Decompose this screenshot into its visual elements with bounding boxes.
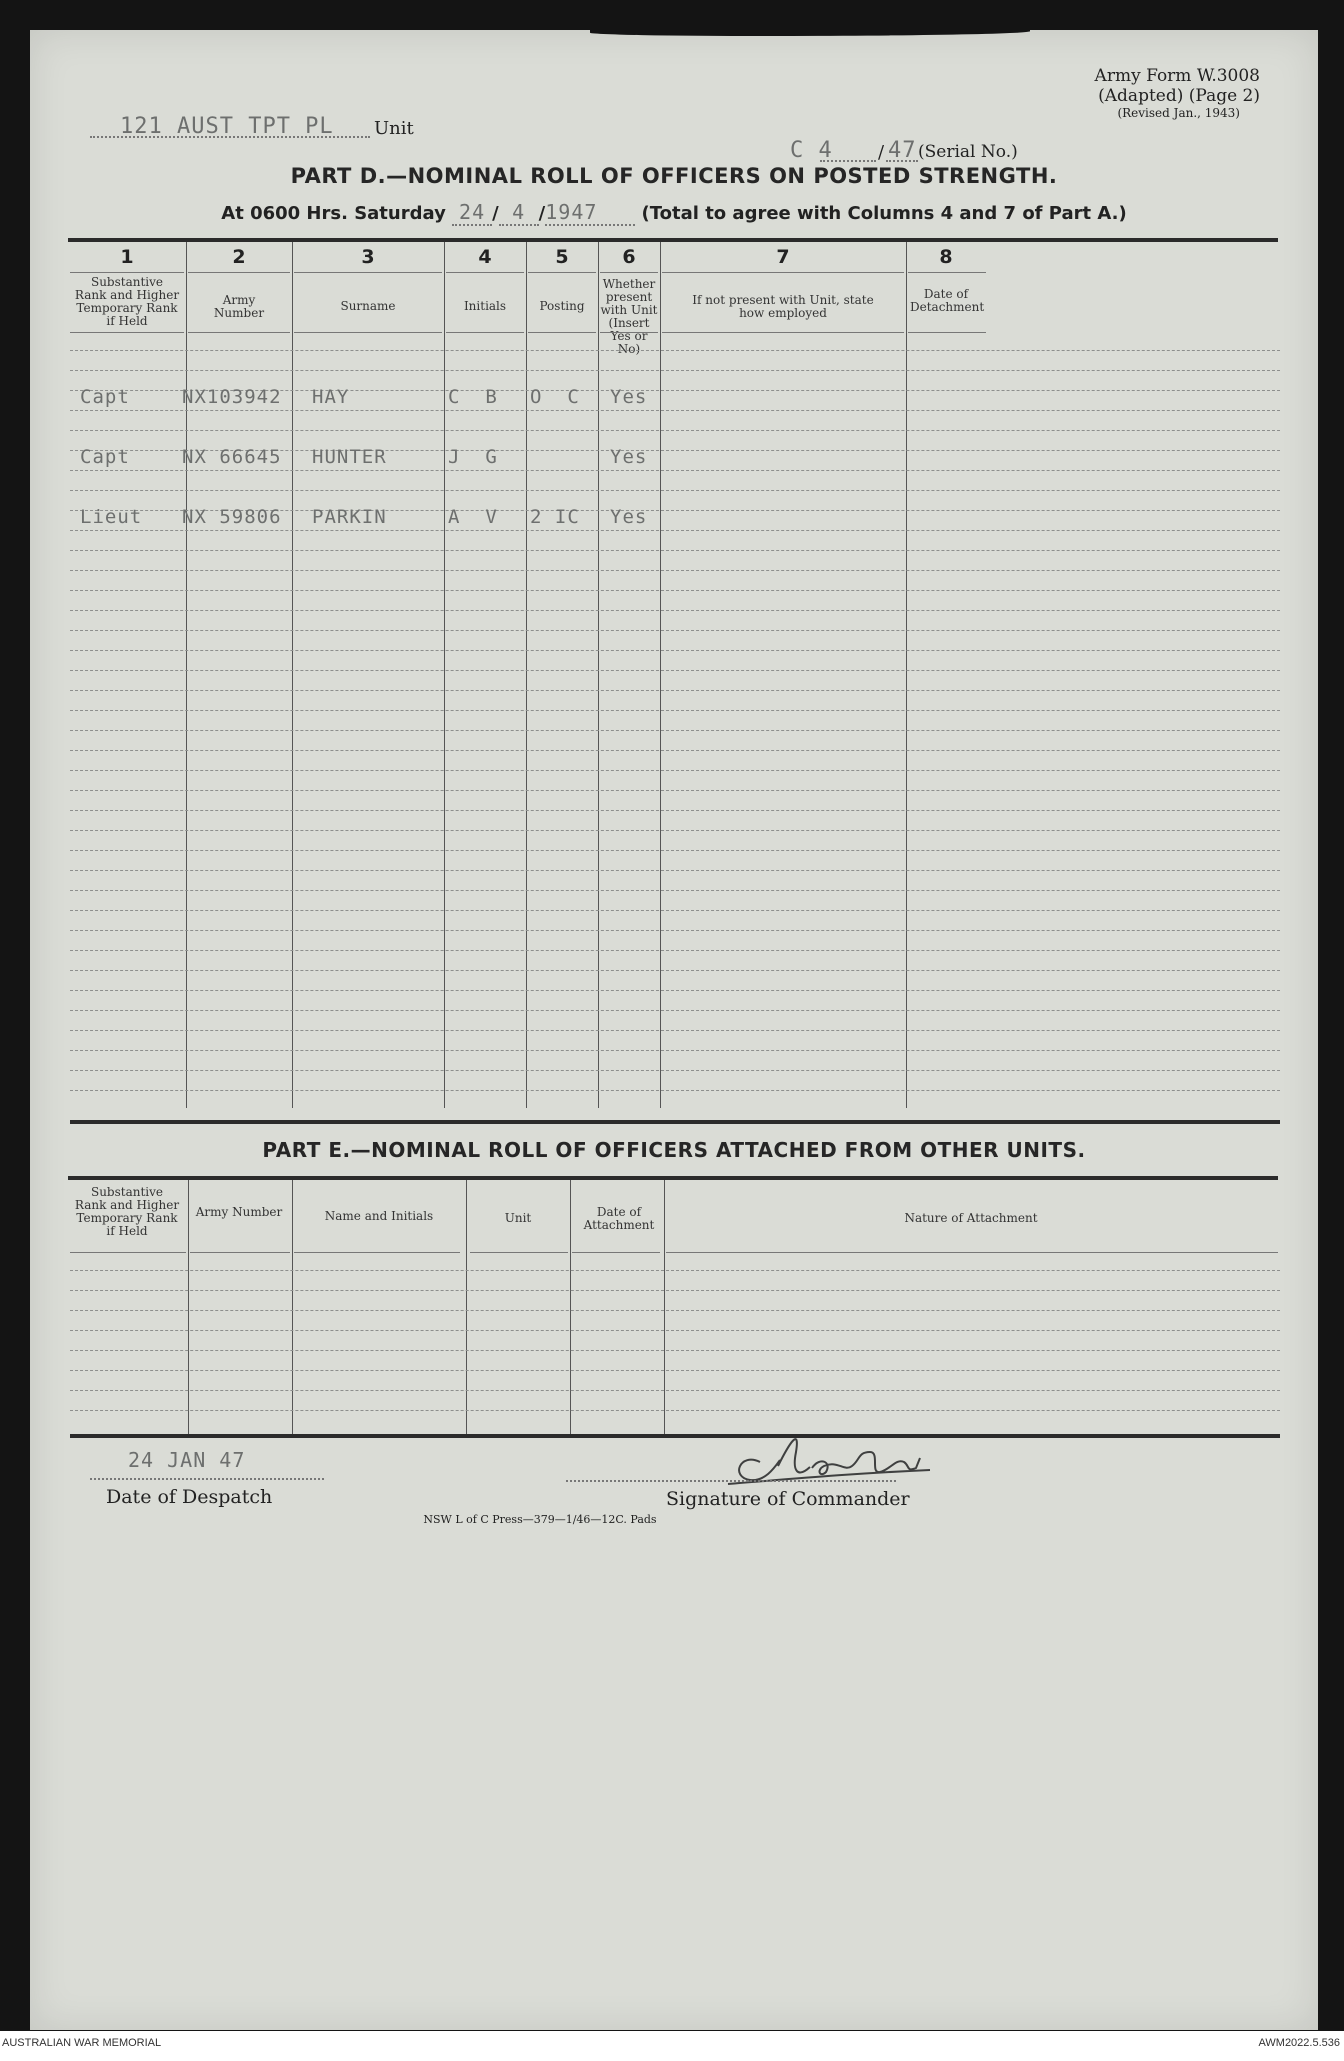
col-num-4: 4 [478,246,492,268]
part-d-header-rule [908,332,986,333]
part-d-subheader-rule [188,272,290,273]
part-d-column-rule [598,242,599,1108]
part-d-cell-initials: C B [448,386,498,408]
col-header-rank: Substantive Rank and Higher Temporary Rank if Held [74,275,180,328]
part-d-cell-army-number: NX 59806 [182,506,282,528]
part-e-row-rule [70,1370,1280,1371]
despatch-label: Date of Despatch [106,1486,273,1508]
part-e-header-rule [666,1252,1278,1253]
part-e-title: PART E.—NOMINAL ROLL OF OFFICERS ATTACHED FROM OTHER UNITS. [262,1138,1086,1162]
col-header-posting: Posting [539,299,585,313]
serial-label: (Serial No.) [918,142,1018,162]
form-adapted: (Adapted) (Page 2) [1098,86,1260,106]
part-d-row-rule [70,370,1280,371]
part-d-subheader-rule [662,272,904,273]
col-num-7: 7 [776,246,790,268]
part-d-row-rule [70,850,1280,851]
part-e-row-rule [70,1270,1280,1271]
col-header-surname: Surname [340,299,396,313]
part-d-row-rule [70,1070,1280,1071]
part-d-row-rule [70,430,1280,431]
part-d-cell-surname: PARKIN [312,506,387,528]
part-d-column-rule [660,242,661,1108]
e-col-header-nature: Nature of Attachment [904,1211,1038,1225]
part-d-subheader-rule [600,272,658,273]
part-e-column-rule [466,1180,467,1434]
part-d-row-rule [70,650,1280,651]
part-d-row-rule [70,810,1280,811]
col-header-present: Whether present with Unit (Insert Yes or No) [600,277,658,356]
despatch-dotline [90,1478,324,1480]
part-d-column-rule [906,242,907,1108]
part-d-header-rule [528,332,596,333]
part-d-row-rule [70,870,1280,871]
e-col-header-unit: Unit [504,1211,532,1225]
part-d-cell-posting: O C [530,386,580,408]
part-d-row-rule [70,350,1280,351]
form-sheet [30,30,1318,2030]
part-d-subheader-rule [908,272,986,273]
archive-footer [0,2031,1344,2061]
part-d-row-rule [70,1010,1280,1011]
part-d-column-rule [292,242,293,1108]
part-d-row-rule [70,930,1280,931]
unit-label: Unit [374,118,414,139]
part-d-row-rule [70,630,1280,631]
form-revised: (Revised Jan., 1943) [1117,106,1240,120]
form-number: Army Form W.3008 [1094,66,1260,86]
date-sep-2: / [538,203,546,224]
part-d-row-rule [70,750,1280,751]
part-d-subheader-rule [294,272,442,273]
part-d-subheader-rule [528,272,596,273]
part-e-header-rule [470,1252,568,1253]
part-e-row-rule [70,1390,1280,1391]
part-d-row-rule [70,610,1280,611]
part-d-row-rule [70,690,1280,691]
part-d-cell-present: Yes [610,446,648,468]
part-e-header-rule [70,1252,186,1253]
part-d-cell-rank: Lieut [80,506,143,528]
part-e-column-rule [664,1180,665,1434]
part-e-row-rule [70,1310,1280,1311]
total-note: (Total to agree with Columns 4 and 7 of Part A.) [641,203,1127,224]
part-d-subheader-rule [446,272,524,273]
part-d-cell-rank: Capt [80,386,130,408]
part-d-column-rule [526,242,527,1108]
part-d-cell-army-number: NX103942 [182,386,282,408]
part-d-cell-present: Yes [610,506,648,528]
part-d-header-rule [294,332,442,333]
part-d-row-rule [70,470,1280,471]
part-d-row-rule [70,790,1280,791]
part-d-row-rule [70,730,1280,731]
part-d-header-rule [70,332,184,333]
part-d-row-rule [70,1030,1280,1031]
col-num-2: 2 [232,246,246,268]
unit-value: 121 AUST TPT PL [120,114,334,139]
part-d-row-rule [70,530,1280,531]
col-num-1: 1 [120,246,134,268]
part-e-column-rule [188,1180,189,1434]
part-d-cell-surname: HUNTER [312,446,387,468]
part-e-row-rule [70,1330,1280,1331]
part-d-header-rule [662,332,904,333]
part-e-row-rule [70,1410,1280,1411]
archive-id: AWM2022.5.536 [1258,2037,1340,2049]
date-day: 24 [452,200,492,226]
part-d-cell-rank: Capt [80,446,130,468]
serial-value-2: 47 [888,138,917,163]
despatch-value: 24 JAN 47 [128,1448,246,1472]
part-d-row-rule [70,710,1280,711]
part-d-cell-posting: 2 IC [530,506,580,528]
part-d-row-rule [70,570,1280,571]
serial-dotline-1 [820,160,876,162]
col-header-initials: Initials [463,299,507,313]
part-d-row-rule [70,890,1280,891]
part-d-cell-surname: HAY [312,386,350,408]
part-e-column-rule [570,1180,571,1434]
date-month: 4 [499,200,539,226]
part-d-column-rule [186,242,187,1108]
col-num-6: 6 [622,246,636,268]
serial-dotline-2 [886,160,918,162]
part-d-row-rule [70,490,1280,491]
part-d-row-rule [70,590,1280,591]
torn-edge [590,28,1030,36]
part-d-row-rule [70,410,1280,411]
printer-note: NSW L of C Press—379—1/46—12C. Pads [423,1513,657,1526]
part-d-row-rule [70,830,1280,831]
part-d-cell-initials: A V [448,506,498,528]
part-d-column-rule [444,242,445,1108]
e-col-header-army-number: Army Number [195,1205,283,1219]
col-header-employed: If not present with Unit, state how employed [692,293,874,320]
part-d-row-rule [70,1050,1280,1051]
col-header-detachment: Date of Detachment [910,287,985,314]
part-d-row-rule [70,1090,1280,1091]
col-num-8: 8 [939,246,953,268]
part-e-divider [70,1120,1280,1124]
part-d-row-rule [70,950,1280,951]
part-e-column-rule [292,1180,293,1434]
part-d-cell-present: Yes [610,386,648,408]
part-e-header-rule [190,1252,290,1253]
e-col-header-name: Name and Initials [324,1209,434,1223]
col-num-3: 3 [361,246,375,268]
part-e-header-rule [572,1252,660,1253]
col-header-army-number: Army Number [213,293,265,320]
signature-label: Signature of Commander [666,1488,910,1510]
part-d-row-rule [70,670,1280,671]
serial-sep: / [878,142,885,163]
part-e-header-rule [294,1252,460,1253]
at-hours-label: At 0600 Hrs. Saturday [221,203,446,224]
part-d-header-rule [188,332,290,333]
signature-dotline [566,1480,896,1482]
part-e-top-rule [68,1176,1278,1180]
part-e-row-rule [70,1350,1280,1351]
part-d-row-rule [70,970,1280,971]
col-num-5: 5 [555,246,569,268]
part-d-header-rule [600,332,658,333]
part-d-subheader-rule [70,272,184,273]
part-d-cell-army-number: NX 66645 [182,446,282,468]
e-col-header-attachment-date: Date of Attachment [583,1205,655,1232]
date-year: 1947 [545,200,635,226]
part-e-bottom-rule [70,1434,1280,1438]
unit-dotline [90,136,370,138]
part-d-cell-initials: J G [448,446,498,468]
e-col-header-rank: Substantive Rank and Higher Temporary Rank if Held [74,1185,180,1238]
part-d-top-rule [68,238,1278,242]
at-hours-line [30,200,1318,226]
part-d-row-rule [70,770,1280,771]
part-d-title: PART D.—NOMINAL ROLL OF OFFICERS ON POSTED STRENGTH. [290,164,1058,188]
serial-value-1: C 4 [790,138,833,163]
archive-credit: AUSTRALIAN WAR MEMORIAL [2,2037,162,2049]
date-sep-1: / [492,203,499,224]
part-d-header-rule [446,332,524,333]
part-d-row-rule [70,550,1280,551]
part-d-row-rule [70,910,1280,911]
part-e-row-rule [70,1290,1280,1291]
part-d-row-rule [70,990,1280,991]
